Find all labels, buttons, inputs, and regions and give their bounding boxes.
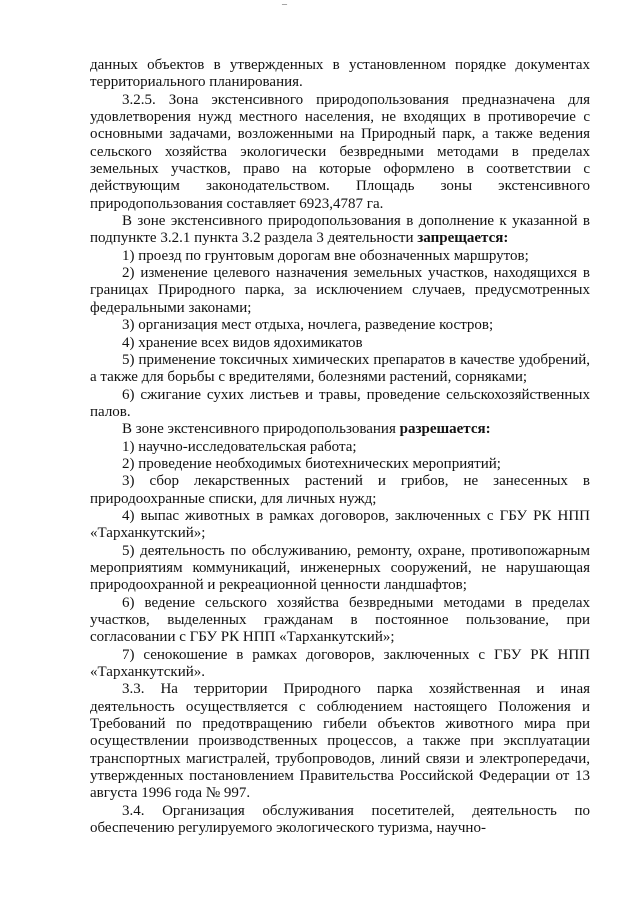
allowed-item-2: 2) проведение необходимых биотехнических мероприятий; — [122, 455, 501, 472]
prohibited-item-3: 3) организация мест отдыха, ночлега, разведение костров; — [122, 317, 494, 334]
paragraph-allowed-intro: В зоне экстенсивного природопользования разрешается: — [122, 421, 491, 438]
prohibited-item-1: 1) проезд по грунтовым дорогам вне обозначенных маршрутов; — [122, 247, 529, 264]
page-number: – — [282, 0, 287, 10]
prohibited-item-5: 5) применение токсичных химических препаратов в качестве удобрений, а также для борьбы с вредителями, болезнями растений, сорняками; — [90, 351, 590, 386]
prohibited-item-2: 2) изменение целевого назначения земельных участков, находящихся в границах Природного парка, за исключением случаев, предусмотренных федеральными законами; — [90, 265, 590, 316]
allowed-item-3: 3) сбор лекарственных растений и грибов, не занесенных в природоохранные списки, для личных нужд; — [90, 473, 590, 507]
allowed-item-4: 4) выпас животных в рамках договоров, заключенных с ГБУ РК НПП «Тарханкутский»; — [90, 507, 590, 542]
document-body — [90, 57, 590, 837]
prohibited-item-6: 6) сжигание сухих листьев и травы, проведение сельскохозяйственных палов. — [90, 386, 590, 420]
paragraph-prohibited-intro: В зоне экстенсивного природопользования в дополнение к указанной в подпункте 3.2.1 пункта 3.2 раздела 3 деятельности запрещается: — [90, 213, 590, 247]
prohibited-item-4: 4) хранение всех видов ядохимикатов — [122, 334, 363, 351]
allowed-item-5: 5) деятельность по обслуживанию, ремонту, охране, противопожарным мероприятиям коммуникаций, инженерных сооружений, не нарушающая природоохранной и рекреационной ценности ландшафтов; — [90, 542, 590, 594]
paragraph-3-3: 3.3. На территории Природного парка хозяйственная и иная деятельность осуществляется с соблюдением настоящего Положения и Требований по предотвращению гибели объектов животного мира при осуществлении производственных процессов, а также при эксплуатации транспортных магистралей, трубопроводов, линий связи и электропередачи, утвержденных постановлением Правительства Российской Федерации от 13 августа 1996 года № 997. — [90, 681, 590, 802]
allowed-item-6: 6) ведение сельского хозяйства безвредными методами в пределах участков, выделенных гражданам в постоянное пользование, при согласовании с ГБУ РК НПП «Тарханкутский»; — [90, 594, 590, 646]
allowed-keyword: разрешается: — [399, 421, 491, 438]
allowed-item-1: 1) научно-исследовательская работа; — [122, 438, 357, 455]
allowed-item-7: 7) сенокошение в рамках договоров, заключенных с ГБУ РК НПП «Тарханкутский». — [90, 646, 590, 681]
paragraph-3-2-5: 3.2.5. Зона экстенсивного природопользования предназначена для удовлетворения нужд местного населения, не входящих в противоречие с основными задачами, возложенными на Природный парк, а также ведения сельского хозяйства экологически безвредными методами в пределах земельных участков, право на которые оформлено в соответствии с действующим законодательством. Площадь зоны экстенсивного природопользования составляет 6923,4787 га. — [90, 91, 590, 212]
prohibited-keyword: запрещается: — [417, 230, 509, 247]
paragraph-continuation: данных объектов в утвержденных в установленном порядке документах территориального планирования. — [90, 57, 590, 91]
paragraph-3-4: 3.4. Организация обслуживания посетителей, деятельность по обеспечению регулируемого экологического туризма, научно- — [90, 802, 590, 837]
